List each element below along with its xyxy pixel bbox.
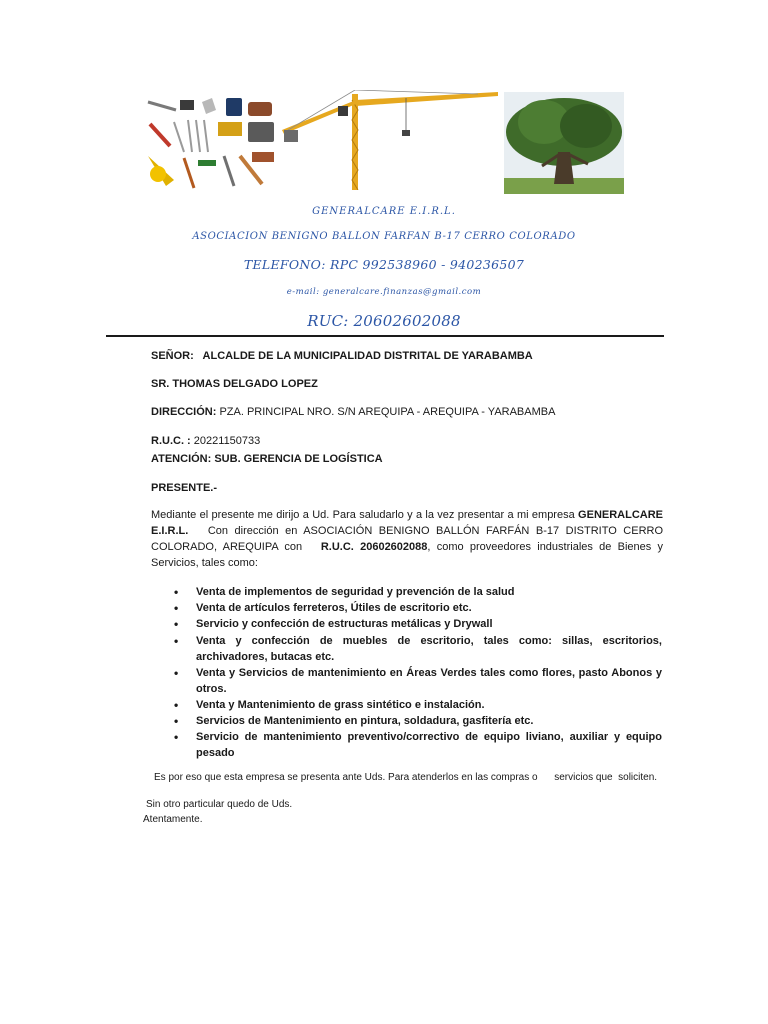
company-address: ASOCIACION BENIGNO BALLON FARFAN B-17 CERRO COLORADO xyxy=(192,231,576,242)
ruc-label: R.U.C. : xyxy=(151,435,191,447)
intro-company: GENERALCARE E.I.R.L. xyxy=(151,509,663,537)
list-item: • Servicio y confección de estructuras metálicas y Drywall xyxy=(174,616,662,632)
closing-line-2: Sin otro particular quedo de Uds. xyxy=(146,799,293,810)
recipient-address xyxy=(151,404,663,420)
list-item: • Venta y confección de muebles de escritorio, tales como: sillas, escritorios, archivadores, butacas etc. xyxy=(174,633,662,665)
intro-text-2: Con dirección en ASOCIACIÓN BENIGNO BALLÓN FARFÁN B-17 DISTRITO CERRO COLORADO, AREQUIPA con xyxy=(151,525,664,553)
company-phone: TELEFONO: RPC 992538960 - 940236507 xyxy=(243,257,525,272)
intro-paragraph xyxy=(151,507,663,571)
recipient-ruc xyxy=(151,433,663,449)
recipient-name: SR. THOMAS DELGADO LOPEZ xyxy=(151,378,318,390)
intro-text-1: Mediante el presente me dirijo a Ud. Para saludarlo y a la vez presentar a mi empresa xyxy=(151,509,575,521)
header-divider xyxy=(106,335,664,337)
intro-text-3: , como proveedores industriales de Bienes y Servicios, tales como: xyxy=(151,541,664,569)
recipient-senor xyxy=(151,348,663,364)
closing-signoff: Atentamente. xyxy=(143,814,203,825)
services-list xyxy=(174,584,662,762)
company-email: e-mail: generalcare.finanzas@gmail.com xyxy=(286,287,482,297)
list-item: • Venta de artículos ferreteros, Útiles de escritorio etc. xyxy=(174,600,662,616)
tower-crane-image xyxy=(278,90,502,190)
tree-photo-image xyxy=(504,92,624,194)
intro-ruc: R.U.C. 20602602088 xyxy=(320,541,428,553)
list-item: • Servicio de mantenimiento preventivo/correctivo de equipo liviano, auxiliar y equipo pesado xyxy=(174,729,662,761)
ruc-value: 20221150733 xyxy=(193,435,261,447)
list-item: • Venta de implementos de seguridad y prevención de la salud xyxy=(174,584,662,600)
senor-value: ALCALDE DE LA MUNICIPALIDAD DISTRITAL DE YARABAMBA xyxy=(202,350,533,362)
company-ruc: RUC: 20602602088 xyxy=(307,312,461,330)
letterhead-banner xyxy=(140,90,626,196)
direccion-label: DIRECCIÓN: xyxy=(151,406,217,418)
tools-collage-image xyxy=(140,94,280,190)
company-name: GENERALCARE E.I.R.L. xyxy=(312,206,456,217)
presente-greeting: PRESENTE.- xyxy=(151,482,218,494)
list-item: • Servicios de Mantenimiento en pintura, soldadura, gasfitería etc. xyxy=(174,713,662,729)
senor-label: SEÑOR: xyxy=(151,350,194,362)
list-item: • Venta y Servicios de mantenimiento en Áreas Verdes tales como flores, pasto Abonos y otros. xyxy=(174,665,662,697)
attention-line: ATENCIÓN: SUB. GERENCIA DE LOGÍSTICA xyxy=(151,453,383,465)
list-item: • Venta y Mantenimiento de grass sintético e instalación. xyxy=(174,697,662,713)
closing-line-1: Es por eso que esta empresa se presenta ante Uds. Para atenderlos en las compras o servicios que soliciten. xyxy=(154,772,658,783)
direccion-value: PZA. PRINCIPAL NRO. S/N AREQUIPA - AREQUIPA - YARABAMBA xyxy=(219,406,556,418)
